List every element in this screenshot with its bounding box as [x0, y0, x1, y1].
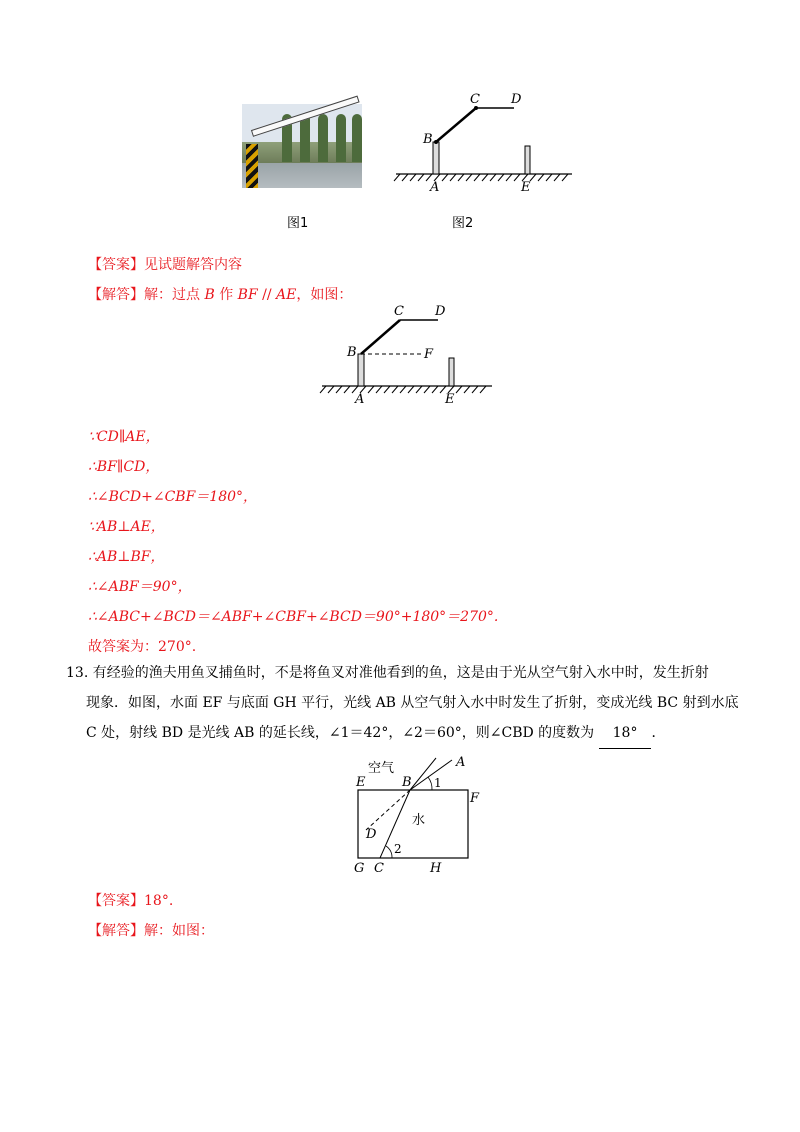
- tree-shape: [300, 114, 310, 162]
- label-c: C: [394, 304, 404, 319]
- label-d: D: [366, 827, 377, 842]
- ground-hatching: [394, 174, 568, 181]
- label-d: D: [511, 92, 522, 107]
- figure-2-diagram: [390, 88, 580, 198]
- step-3: ∴∠BCD+∠CBF＝180°，: [88, 489, 258, 505]
- answer-blank: 18°: [599, 718, 652, 749]
- answer13-line: 【答案】18°.: [88, 893, 174, 909]
- solution13-line: 【解答】解：如图：: [88, 923, 214, 939]
- label-angle-1: 1: [434, 776, 442, 790]
- label-air: 空气: [368, 761, 395, 776]
- label-water: 水: [412, 813, 426, 828]
- question-number: 13.: [66, 665, 89, 681]
- label-a: A: [456, 755, 466, 770]
- label-e: E: [356, 775, 366, 790]
- answer-text: 见试题解答内容: [144, 257, 242, 273]
- tree-shape: [318, 114, 328, 162]
- step-4: ∵AB⊥AE，: [88, 519, 165, 535]
- label-b: B: [402, 775, 412, 790]
- label-h: H: [430, 861, 442, 876]
- solution-figure: [316, 302, 498, 410]
- label-f: F: [424, 347, 434, 362]
- label-b: B: [347, 345, 357, 360]
- step-2: ∴BF∥CD，: [88, 459, 160, 475]
- solution-tag: 【解答】: [88, 287, 144, 303]
- post-e: [525, 146, 530, 174]
- fig1-caption: 图1: [287, 216, 309, 231]
- final-answer: 故答案为：270°.: [88, 639, 197, 655]
- question-13: 13. 有经验的渔夫用鱼叉捕鱼时，不是将鱼叉对准他看到的鱼，这是由于光从空气射入水中时，发生折射 现象．如图，水面 EF 与底面 GH 平行，光线 AB 从空气射入水中时发生了折射，变成光线 BC 射到水底 C 处，射线 BD 是光线 AB 的延长线，∠1＝42°，∠2＝60°，则∠CBD 的度数为 18° ．: [66, 658, 746, 749]
- label-b: B: [423, 132, 433, 147]
- step-6: ∴∠ABF＝90°，: [88, 579, 192, 595]
- label-d: D: [435, 304, 446, 319]
- label-angle-2: 2: [394, 842, 402, 856]
- question-line-3: C 处，射线 BD 是光线 AB 的延长线，∠1＝42°，∠2＝60°，则∠CBD 的度数为: [86, 725, 595, 741]
- tree-shape: [336, 114, 346, 162]
- label-c: C: [470, 92, 480, 107]
- label-e: E: [445, 392, 455, 407]
- label-g: G: [354, 861, 365, 876]
- answer-tag: 【答案】: [88, 257, 144, 273]
- barrier-gate-photo: [242, 104, 362, 188]
- gate-pole: [246, 144, 258, 188]
- question-line-2: 现象．如图，水面 EF 与底面 GH 平行，光线 AB 从空气射入水中时发生了折射，变成光线 BC 射到水底: [86, 695, 739, 711]
- label-a: A: [430, 180, 440, 195]
- step-1: ∵CD∥AE，: [88, 429, 160, 445]
- label-f: F: [470, 791, 480, 806]
- solution-intro: 【解答】解：过点 B 作 BF // AE，如图：: [88, 287, 353, 303]
- tree-shape: [352, 114, 362, 162]
- label-c: C: [374, 861, 384, 876]
- label-a: A: [355, 392, 365, 407]
- label-e: E: [521, 180, 531, 195]
- step-5: ∴AB⊥BF，: [88, 549, 165, 565]
- refraction-diagram: [340, 752, 510, 876]
- post-ab: [433, 142, 439, 174]
- fig2-caption: 图2: [452, 216, 474, 231]
- question-line-1: 有经验的渔夫用鱼叉捕鱼时，不是将鱼叉对准他看到的鱼，这是由于光从空气射入水中时，发生折射: [92, 665, 709, 681]
- answer-line: [88, 254, 242, 274]
- step-7: ∴∠ABC+∠BCD＝∠ABF+∠CBF+∠BCD＝90°+180°＝270°.: [88, 609, 499, 625]
